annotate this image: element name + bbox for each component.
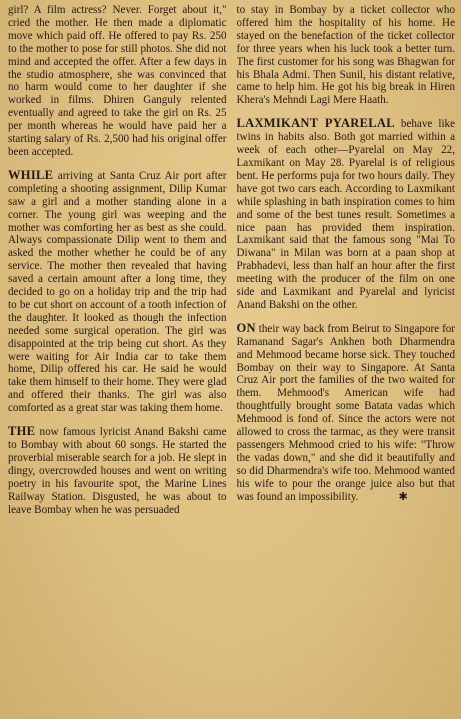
paragraph-text: their way back from Beirut to Singapore for Ramanand Sagar's Ankhen both Dharmendra and Mehmood became horse sick. They touched Bombay on their way to Singapore. At Santa Cruz Air port the families of the two waited for them. Mehmood's American wife had thoughtfully brought some Batata vadas which Mehmood is fond of. Since the actors were not allowed to cross the tarmac, as they were transit passengers Mehmood cried to his wife: "Throw the vadas down," and she did it beautifully and so did Dharmendra's wife too. Mehmood wanted his wife to pour the orange juice also but that was found an impossibility. (236, 322, 455, 503)
paragraph-film-actress (8, 4, 227, 159)
paragraph-ticket-collector (237, 4, 456, 107)
paragraph-text: girl? A film actress? Never. Forget about it," cried the mother. He then made a diplomatic move which paid off. He offered to pay Rs. 250 to the mother to pose for still photos. She did not mind and accepted the offer. After a few days in the studio atmosphere, she was convinced that no harm would come to her daughter if she worked in films. Dhiren Ganguly relented eventually and agreed to take the girl on Rs. 25 per month whereas he would have paid her a starting salary of Rs. 2,500 had his original offer been accepted. (8, 4, 227, 158)
column-left (8, 4, 227, 715)
paragraph-lead-word: THE (8, 424, 36, 439)
paragraph-text: now famous lyricist Anand Bakshi came to Bombay with about 60 songs. He started the proverbial miserable search for a job. He slept in dingy, overcrowded houses and went on writing poetry in his favourite spot, the Marine Lines Railway Station. Disgusted, he was about to leave Bombay when he was persuaded (8, 426, 227, 516)
article-columns (8, 4, 455, 715)
paragraph-anand-bakshi (8, 425, 227, 516)
paragraph-lead-word: WHILE (8, 167, 54, 182)
column-right (237, 4, 456, 715)
paragraph-text: behave like twins in habits also. Both got married within a week of each other—Pyarelal on May 22, Laxmikant on May 28. Pyarelal is of religious bent. He performs puja for two hours daily. They have got two cars each. According to Laxmikant while splashing in bath inspiration comes to him and some of the best tunes result. Sometimes a nice paan has provided them inspiration. Laxmikant said that the famous song "Mai To Diwana" in Milan was born at a paan shop at Prabhadevi, less than half an hour after the first meeting with the producer of the film on one side and Laxmikant and Pyarelal and lyricist Anand Bakshi on the other. (236, 118, 455, 311)
paragraph-laxmikant-pyarelal (237, 117, 456, 312)
paragraph-lead-word: LAXMIKANT PYARELAL (236, 116, 395, 131)
paragraph-text: to stay in Bombay by a ticket collector who offered him the hospitality of his home. He stayed on the benefaction of the ticket collector for three years when his luck took a better turn. The first customer for his song was Bhagwan for his Bhala Admi. Then Sunil, his distant relative, came to help him. He got his big break in Hiren Khera's Mehndi Lagi Mere Haath. (236, 4, 455, 107)
end-of-article-mark: ✱ (398, 490, 408, 503)
paragraph-mehmood-dharmendra (237, 322, 456, 504)
paragraph-dilip-kumar (8, 169, 227, 415)
paragraph-lead-word: ON (236, 320, 256, 335)
paragraph-text: arriving at Santa Cruz Air port after completing a shooting assignment, Dilip Kumar saw a girl and a mother standing alone in a corner. The young girl was weeping and the mother was comforting her as best as she could. Always compassionate Dilip went to them and asked the mother whether he could be of any service. The mother then revealed that having saved a certain amount after a long time, they decided to go on a holiday trip and the trip had to be cut short on account of a tooth infection of the daughter. It looked as though the infection needed some surgical operation. The girl was disappointed at the trip being cut short. As they were waiting for Air India car to take them home, Dilip offered his car. He said he would take them himself to their home. They were glad and offered their thanks. The girl was also comforted as a great star was taking them home. (8, 169, 227, 415)
